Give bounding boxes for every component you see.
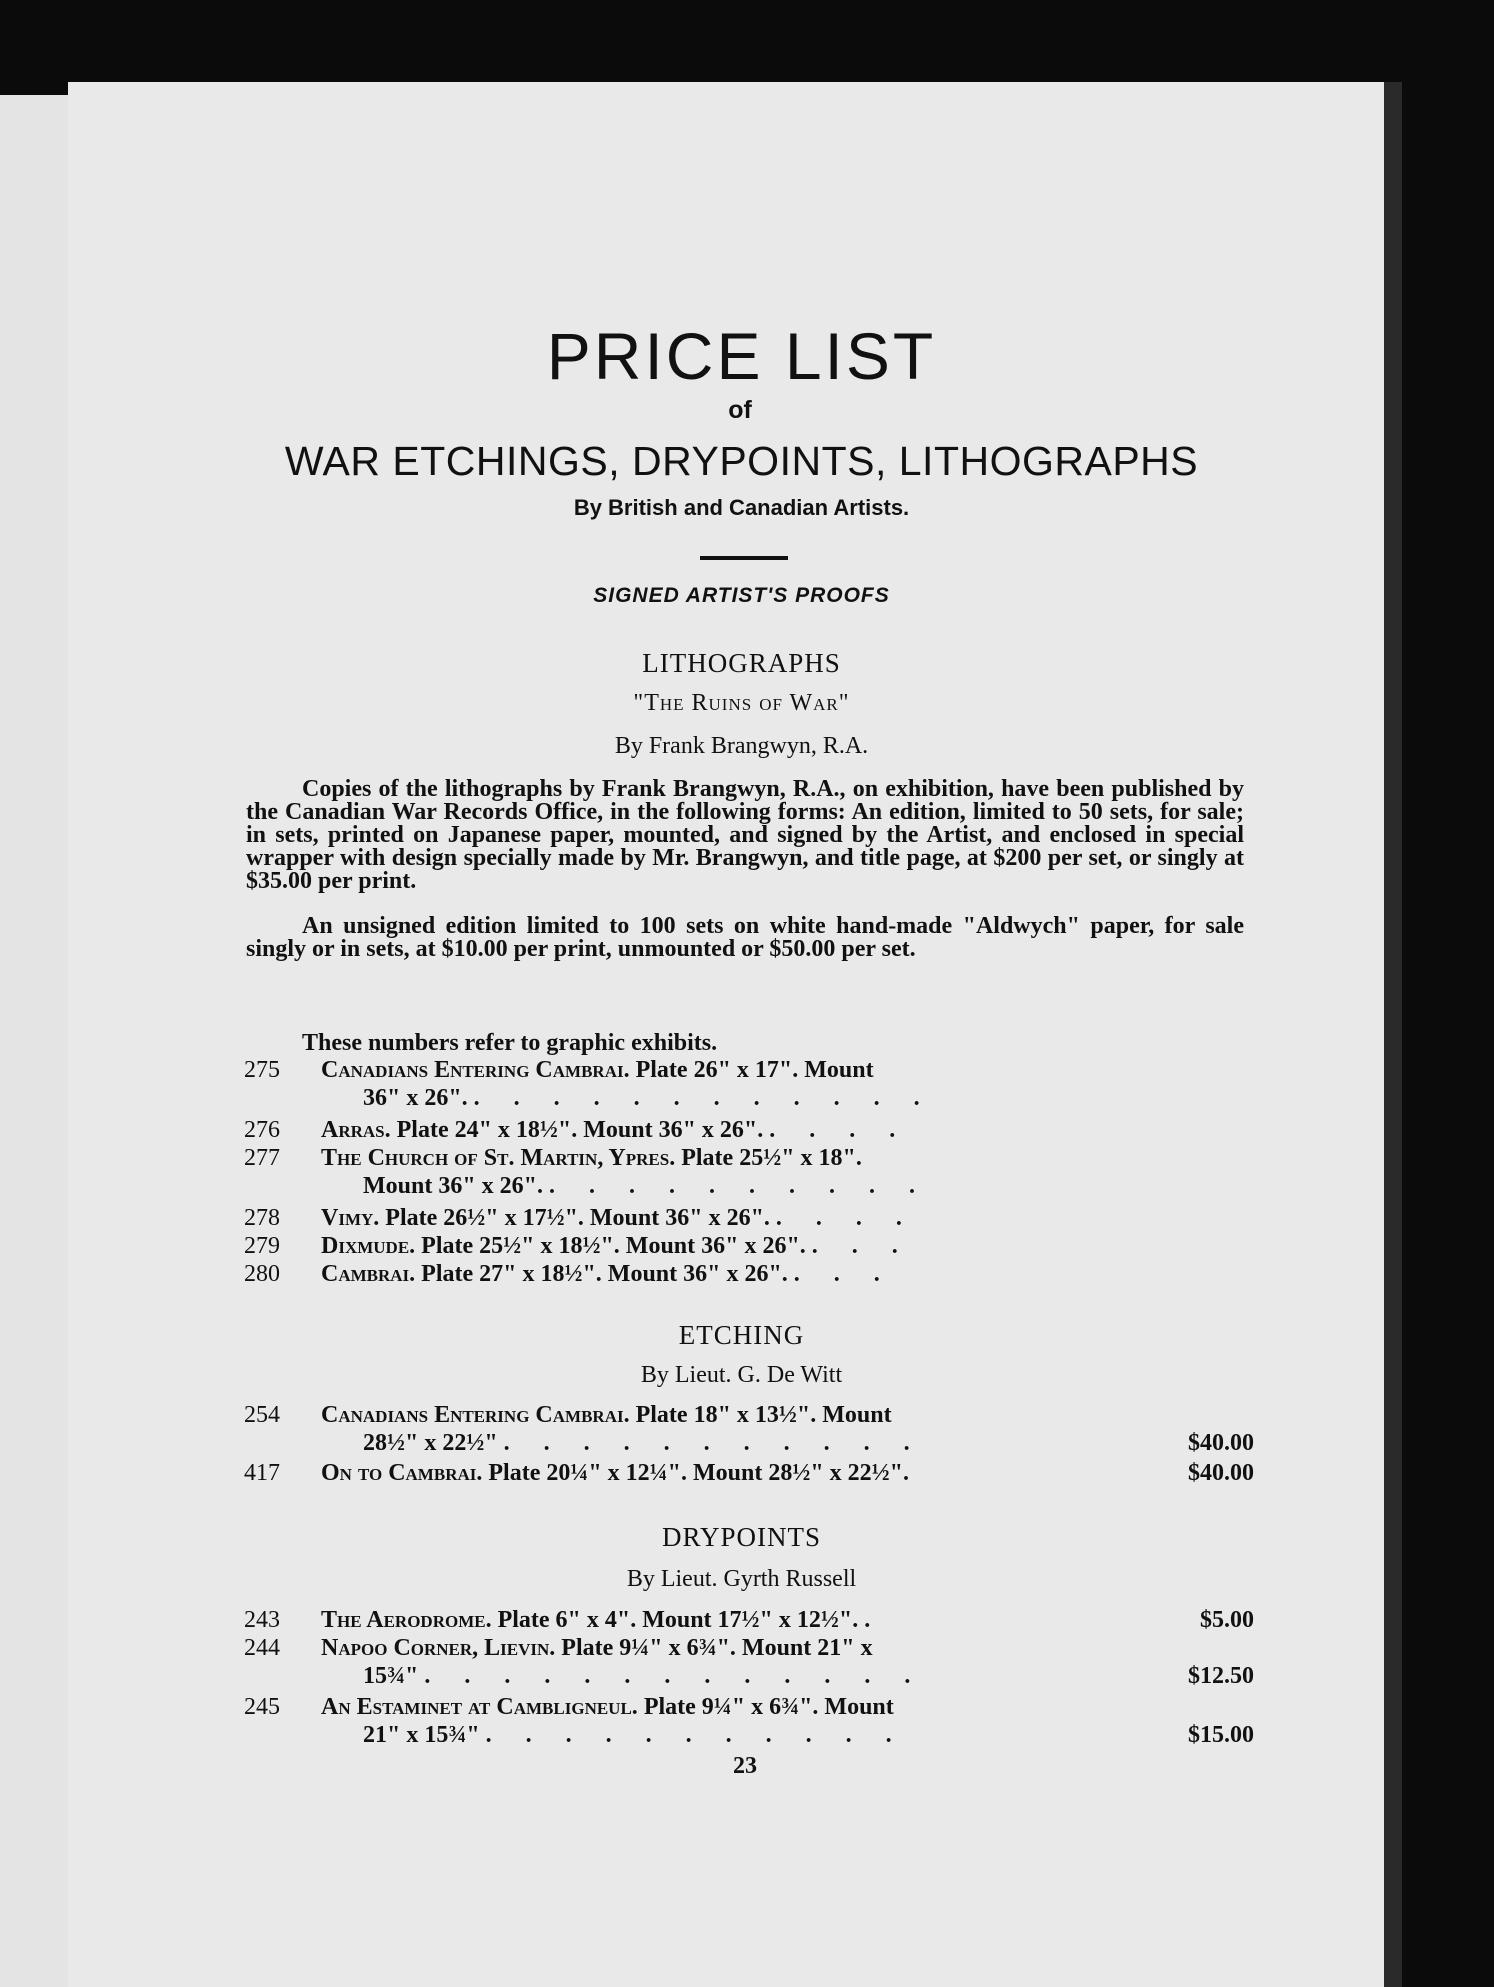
page-title: PRICE LIST xyxy=(546,319,937,393)
item-dimensions: Plate 20¼" x 12¼". Mount 28½" x 22½". xyxy=(488,1460,909,1486)
item-title: Arras. xyxy=(321,1117,391,1143)
leader-dots: . . . xyxy=(793,1261,894,1287)
leader-dots: . xyxy=(864,1607,885,1633)
signed-proofs-heading: SIGNED ARTIST'S PROOFS xyxy=(593,584,890,607)
item-dimensions-line2: 15¾" xyxy=(363,1663,419,1689)
item-title: Canadians Entering Cambrai. xyxy=(321,1402,630,1428)
list-item xyxy=(244,1634,1254,1690)
item-number: 278 xyxy=(244,1205,280,1231)
etchings-artist: By Lieut. G. De Witt xyxy=(640,1362,843,1388)
item-number: 243 xyxy=(244,1607,280,1633)
item-dimensions: Plate 27" x 18½". Mount 36" x 26". xyxy=(421,1261,788,1287)
leader-dots: . . . . . . . . . . . . xyxy=(473,1085,934,1111)
leader-dots: . . . . . . . . . . . . . xyxy=(424,1663,925,1689)
etchings-heading: ETCHING xyxy=(678,1320,805,1350)
page-byline: By British and Canadian Artists. xyxy=(573,495,910,520)
leader-dots: . . . . . . . . . . . xyxy=(485,1722,906,1748)
leader-dots: . . . . . . . . . . . xyxy=(503,1430,924,1456)
item-dimensions-continued xyxy=(363,1084,1181,1112)
item-number: 279 xyxy=(244,1233,280,1259)
lithographs-paragraph-2: An unsigned edition limited to 100 sets on white hand-made "Aldwych" paper, for sale singly or in sets, at $10.00 per print, unmounted or $50.00 per set. xyxy=(246,913,1244,962)
item-dimensions-line2: Mount 36" x 26". xyxy=(363,1173,543,1199)
item-price: $40.00 xyxy=(1188,1430,1254,1456)
item-title: The Aerodrome. xyxy=(321,1607,492,1633)
leader-dots: . . . xyxy=(811,1233,912,1259)
leader-dots: . . . . . . . . . . xyxy=(549,1173,929,1199)
item-dimensions-continued xyxy=(363,1721,1181,1749)
lithographs-heading: LITHOGRAPHS xyxy=(642,648,841,678)
item-dimensions-line2: 36" x 26". xyxy=(363,1085,468,1111)
title-rule xyxy=(700,556,788,560)
exhibit-numbers-note: These numbers refer to graphic exhibits. xyxy=(302,1030,718,1056)
lithographs-artist: By Frank Brangwyn, R.A. xyxy=(614,733,869,759)
item-dimensions: Plate 26½" x 17½". Mount 36" x 26". xyxy=(385,1205,770,1231)
item-description xyxy=(321,1634,1181,1662)
item-description xyxy=(321,1401,1181,1429)
item-number: 280 xyxy=(244,1261,280,1287)
item-title: On to Cambrai. xyxy=(321,1460,483,1486)
item-number: 245 xyxy=(244,1694,280,1720)
page-subtitle: WAR ETCHINGS, DRYPOINTS, LITHOGRAPHS xyxy=(284,438,1199,484)
item-number: 276 xyxy=(244,1117,280,1143)
item-title: Napoo Corner, Lievin. xyxy=(321,1635,556,1661)
item-title: Cambrai. xyxy=(321,1261,416,1287)
item-dimensions: Plate 24" x 18½". Mount 36" x 26". xyxy=(396,1117,764,1143)
item-dimensions: Plate 9¼" x 6¾". Mount 21" x xyxy=(561,1635,873,1661)
item-description xyxy=(321,1459,1181,1487)
lithographs-paragraph-1: Copies of the lithographs by Frank Brangwyn, R.A., on exhibition, have been published by the Canadian War Records Office, in the following forms: An edition, limited to 50 sets, for sale; in sets, printed on Japanese paper, mounted, and signed by the Artist, and enclosed in special wrapper with design specially made by Mr. Brangwyn, and title page, at $200 per set, or singly at $35.00 per print. xyxy=(246,776,1244,894)
left-page-edge xyxy=(0,95,74,1987)
item-description xyxy=(321,1116,1181,1144)
item-dimensions: Plate 6" x 4". Mount 17½" x 12½". xyxy=(497,1607,859,1633)
item-dimensions: Plate 25½" x 18". xyxy=(681,1145,862,1171)
item-dimensions-continued xyxy=(363,1172,1181,1200)
item-number: 254 xyxy=(244,1402,280,1428)
item-price: $40.00 xyxy=(1188,1460,1254,1486)
item-dimensions-continued xyxy=(363,1662,1181,1690)
list-item xyxy=(244,1056,1254,1112)
page-number: 23 xyxy=(733,1753,757,1779)
item-title: Canadians Entering Cambrai. xyxy=(321,1057,630,1083)
item-description xyxy=(321,1204,1181,1232)
list-item xyxy=(244,1401,1254,1457)
drypoints-heading: DRYPOINTS xyxy=(661,1522,822,1552)
item-title: Vimy. xyxy=(321,1205,380,1231)
item-title: Dixmude. xyxy=(321,1233,416,1259)
item-dimensions: Plate 25½" x 18½". Mount 36" x 26". xyxy=(421,1233,806,1259)
drypoints-artist: By Lieut. Gyrth Russell xyxy=(626,1566,857,1592)
item-price: $15.00 xyxy=(1188,1722,1254,1748)
title-connector: of xyxy=(728,396,752,424)
item-description xyxy=(321,1144,1181,1172)
item-description xyxy=(321,1260,1181,1288)
item-dimensions-line2: 21" x 15¾" xyxy=(363,1722,480,1748)
item-description xyxy=(321,1232,1181,1260)
item-dimensions-continued xyxy=(363,1429,1181,1457)
list-item xyxy=(244,1693,1254,1749)
item-number: 244 xyxy=(244,1635,280,1661)
item-dimensions-line2: 28½" x 22½" xyxy=(363,1430,498,1456)
item-price: $12.50 xyxy=(1188,1663,1254,1689)
leader-dots: . . . . xyxy=(769,1117,910,1143)
item-dimensions: Plate 9¼" x 6¾". Mount xyxy=(643,1694,894,1720)
item-description xyxy=(321,1693,1181,1721)
page-edge-shadow xyxy=(1384,82,1402,1987)
item-title: The Church of St. Martin, Ypres. xyxy=(321,1145,676,1171)
item-price: $5.00 xyxy=(1200,1607,1254,1633)
item-description xyxy=(321,1056,1181,1084)
item-number: 275 xyxy=(244,1057,280,1083)
item-dimensions: Plate 18" x 13½". Mount xyxy=(635,1402,892,1428)
item-dimensions: Plate 26" x 17". Mount xyxy=(635,1057,874,1083)
leader-dots: . . . . xyxy=(775,1205,916,1231)
lithographs-series-title: "The Ruins of War" xyxy=(633,690,850,716)
item-title: An Estaminet at Cambligneul. xyxy=(321,1694,638,1720)
item-number: 277 xyxy=(244,1145,280,1171)
item-description xyxy=(321,1606,1181,1634)
list-item xyxy=(244,1144,1254,1200)
item-number: 417 xyxy=(244,1460,280,1486)
